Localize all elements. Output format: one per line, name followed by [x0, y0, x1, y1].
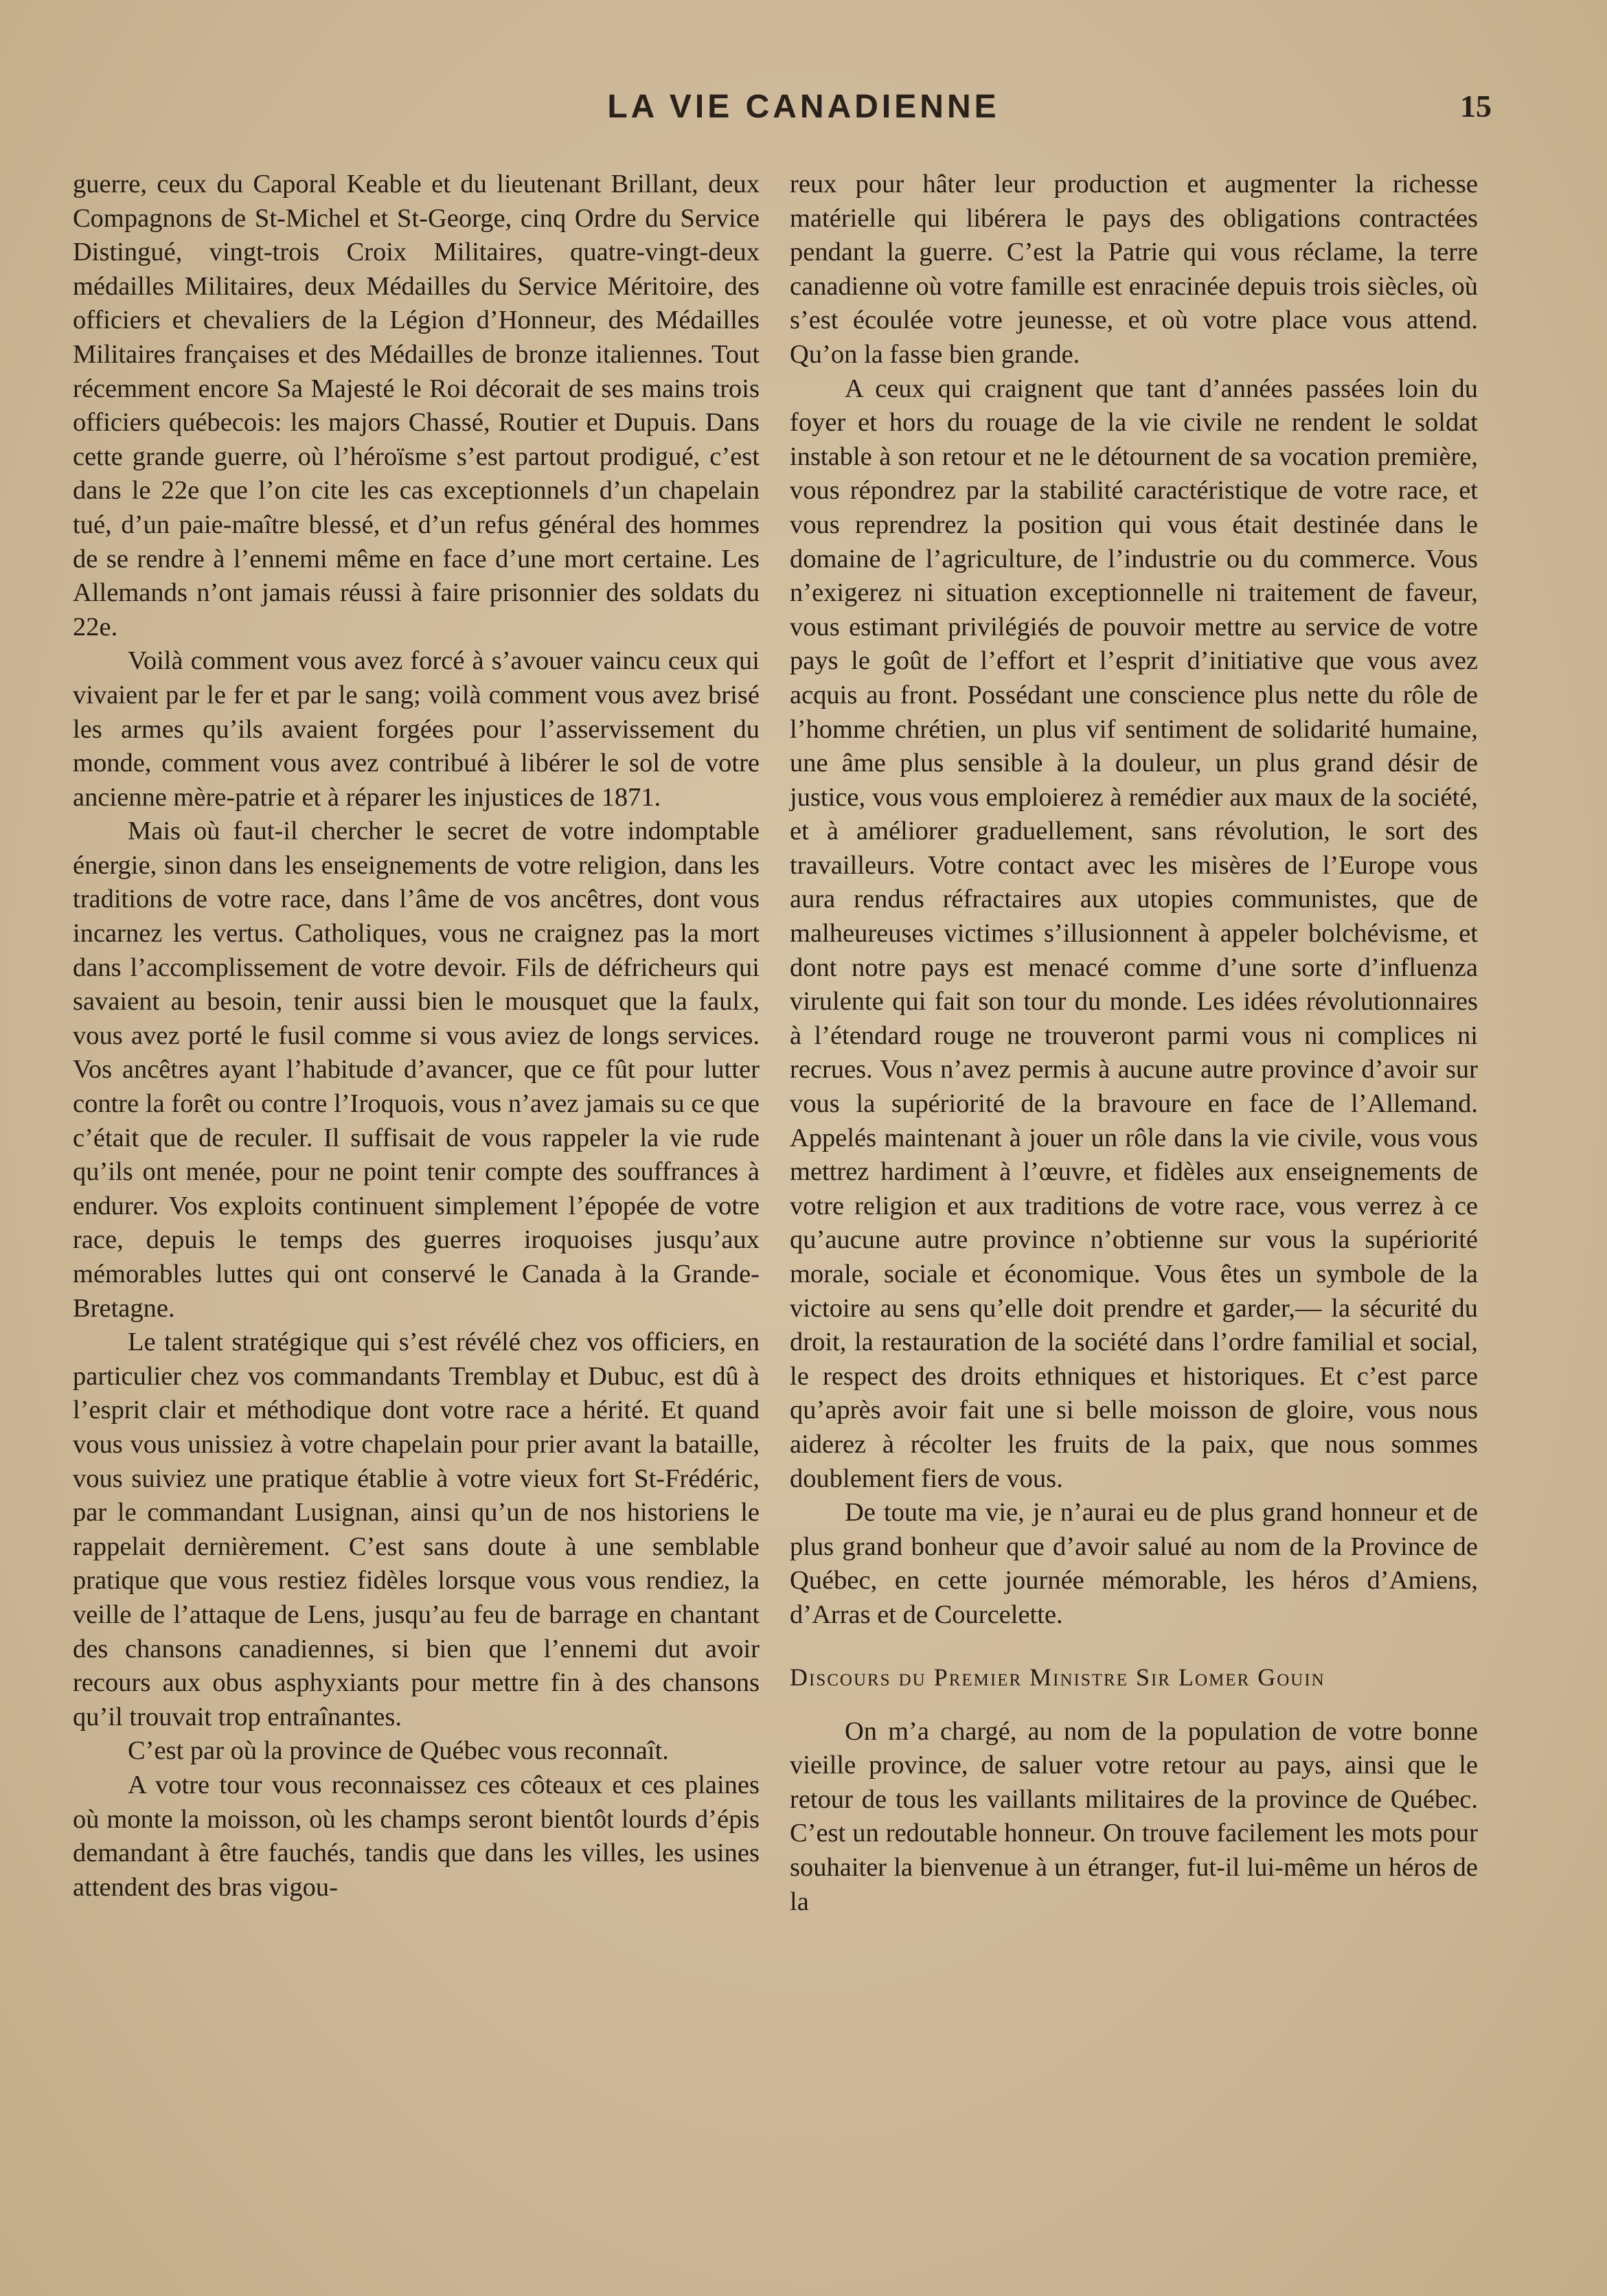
paragraph: guerre, ceux du Caporal Keable et du lieutenant Brillant, deux Compagnons de St-Michel et St-George, cinq Ordre du Service Distingué, vingt-trois Croix Militaires, quatre-vingt-deux médailles Militaires, deux Médailles du Service Méritoire, des officiers et chevaliers de la Légion d’Honneur, des Médailles Militaires françaises et des Médailles de bronze italiennes. Tout récemment encore Sa Majesté le Roi décorait de ses mains trois officiers québecois: les majors Chassé, Routier et Dupuis. Dans cette grande guerre, où l’héroïsme s’est partout prodigué, c’est dans le 22e que l’on cite les cas exceptionnels d’un chapelain tué, d’un paie-maître blessé, et d’un refus général des hommes de se rendre à l’ennemi même en face d’une mort certaine. Les Allemands n’ont jamais réussi à faire prisonnier des soldats du 22e. [73, 170, 760, 641]
paragraph: De toute ma vie, je n’aurai eu de plus grand honneur et de plus grand bonheur que d’avoir salué au nom de la Province de Québec, en cette journée mémorable, les héros d’Amiens, d’Arras et de Courcelette. [790, 1498, 1478, 1629]
left-text-column [73, 168, 760, 1905]
paragraph: Le talent stratégique qui s’est révélé chez vos officiers, en particulier chez vos commandants Tremblay et Dubuc, est dû à l’esprit clair et méthodique dont votre race a hérité. Et quand vous vous unissiez à votre chapelain pour prier avant la bataille, vous suiviez une pratique établie à votre vieux fort St-Frédéric, par le commandant Lusignan, ainsi qu’un de nos historiens le rappelait dernièrement. C’est sans doute à une semblable pratique que vous restiez fidèles lorsque vous vous rendiez, la veille de l’attaque de Lens, jusqu’au feu de barrage en chantant des chansons canadiennes, si bien que l’ennemi dut avoir recours aux obus asphyxiants pour mettre fin à des chansons qu’il trouvait trop entraînantes. [73, 1328, 760, 1731]
running-header-title: LA VIE CANADIENNE [607, 89, 1000, 125]
paragraph: A votre tour vous reconnaissez ces côteaux et ces plaines où monte la moisson, où les champs seront bientôt lourds d’épis demandant à être fauchés, tandis que dans les villes, les usines attendent des bras vigou- [73, 1770, 760, 1902]
section-heading: Discours du Premier Ministre Sir Lomer Gouin [790, 1663, 1325, 1691]
paragraph: On m’a chargé, au nom de la population de votre bonne vieille province, de saluer votre retour au pays, ainsi que le retour de tous les vaillants militaires de la province de Québec. C’est un redoutable honneur. On trouve facilement les mots pour souhaiter la bienvenue à un étranger, fut-il lui-même un héros de la [790, 1716, 1478, 1916]
paragraph: Voilà comment vous avez forcé à s’avouer vaincu ceux qui vivaient par le fer et par le sang; voilà comment vous avez brisé les armes qu’ils avaient forgées pour l’asservissement du monde, comment vous avez contribué à libérer le sol de votre ancienne mère-patrie et à réparer les injustices de 1871. [73, 646, 760, 812]
paragraph: A ceux qui craignent que tant d’années passées loin du foyer et hors du rouage de la vie civile ne rendent le soldat instable à son retour et ne le détournent de sa vocation première, vous répondrez par la stabilité caractéristique de votre race, et vous reprendrez la position qui vous était destinée dans le domaine de l’agriculture, de l’industrie ou du commerce. Vous n’exigerez ni situation exceptionnelle ni traitement de faveur, vous estimant privilégiés de pouvoir mettre au service de votre pays le goût de l’effort et l’esprit d’initiative que vous avez acquis au front. Possédant une conscience plus nette du rôle de l’homme chrétien, un plus vif sentiment de solidarité humaine, une âme plus sensible à la douleur, un plus grand désir de justice, vous vous emploierez à remédier aux maux de la société, et à améliorer graduellement, sans révolution, le sort des travailleurs. Votre contact avec les misères de l’Europe vous aura rendus réfractaires aux utopies communistes, que de malheureuses victimes s’illusionnent à appeler bolchévisme, et dont notre pays est menacé comme d’une sorte d’influenza virulente qui fait son tour du monde. Les idées révolutionnaires à l’étendard rouge ne trouveront parmi vous ni complices ni recrues. Vous n’avez permis à aucune autre province d’avoir sur vous la supériorité de la bravoure en face de l’Allemand. Appelés maintenant à jouer un rôle dans la vie civile, vous vous mettrez hardiment à l’œuvre, et fidèles aux enseignements de votre religion et aux traditions de votre race, vous verrez à ce qu’aucune autre province n’obtienne sur vous la supériorité morale, sociale et économique. Vous êtes un symbole de la victoire au sens qu’elle doit prendre et garder,— la sécurité du droit, la restauration de la société dans l’ordre familial et social, le respect des droits ethniques et historiques. Et c’est parce qu’après avoir fait une si belle moisson de gloire, vous nous aiderez à récolter les fruits de la paix, que nous sommes doublement fiers de vous. [790, 374, 1478, 1493]
paragraph: Mais où faut-il chercher le secret de votre indomptable énergie, sinon dans les enseignements de votre religion, dans les traditions de votre race, dans l’âme de vos ancêtres, dont vous incarnez les vertus. Catholiques, vous ne craignez pas la mort dans l’accomplissement de votre devoir. Fils de défricheurs qui savaient au besoin, tenir aussi bien le mousquet que la faulx, vous avez porté le fusil comme si vous aviez de longs services. Vos ancêtres ayant l’habitude d’avancer, que ce fût pour lutter contre la forêt ou contre l’Iroquois, vous n’avez jamais su ce que c’était que de reculer. Il suffisait de vous rappeler la vie rude qu’ils ont menée, pour ne point tenir compte des souffrances à endurer. Vos exploits continuent simplement l’épopée de votre race, depuis le temps des guerres iroquoises jusqu’aux mémorables luttes qui ont conservé le Canada à la Grande-Bretagne. [73, 817, 760, 1323]
paragraph: reux pour hâter leur production et augmenter la richesse matérielle qui libérera le pays des obligations contractées pendant la guerre. C’est la Patrie qui vous réclame, la terre canadienne où votre famille est enracinée depuis trois siècles, où s’est écoulée votre jeunesse, et où votre place vous attend. Qu’on la fasse bien grande. [790, 170, 1478, 369]
paragraph: C’est par où la province de Québec vous reconnaît. [128, 1736, 669, 1766]
page-number: 15 [1460, 89, 1492, 124]
right-text-column [790, 168, 1478, 1919]
